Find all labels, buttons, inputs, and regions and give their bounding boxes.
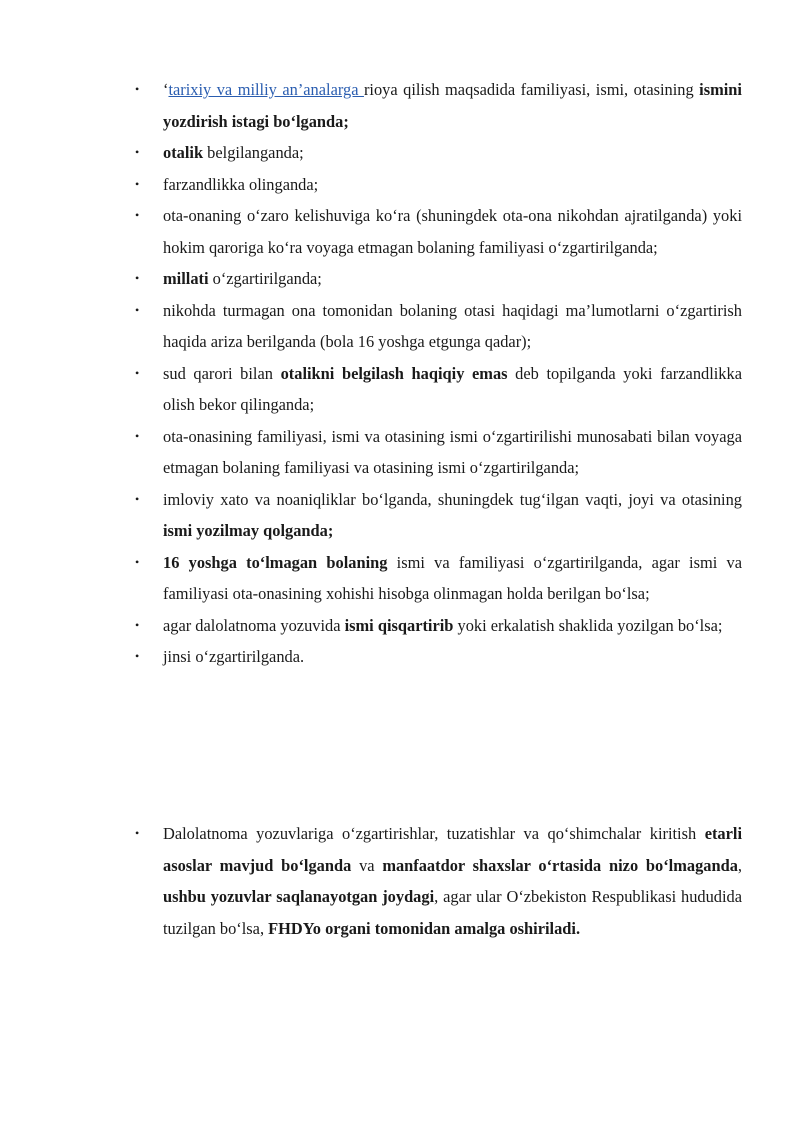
text-segment: agar dalolatnoma yozuvida (163, 615, 345, 635)
text-segment: ota-onaning o‘zaro kelishuviga ko‘ra (shuningdek ota-ona nikohdan ajratilganda) yoki hokim qaroriga ko‘ra voyaga etmagan bolaning familiyasi o‘zgartirilganda; (163, 206, 742, 257)
list-second-item (135, 818, 742, 944)
bullet-icon: • (135, 302, 140, 317)
bullet-icon: • (135, 649, 140, 663)
bold-text: 16 yoshga to‘lmagan bolaning (163, 552, 388, 572)
list-main-item (135, 263, 742, 295)
list-main-item (135, 358, 742, 421)
bullet-icon: • (135, 82, 140, 96)
bullet-icon: • (135, 271, 140, 285)
text-segment: ota-onasining familiyasi, ismi va otasining ismi o‘zgartirilishi munosabati bilan voyaga etmagan bolaning familiyasi va otasining ismi o‘zgartirilganda; (163, 426, 742, 477)
text-segment: va (351, 855, 383, 875)
list-main-item (135, 641, 742, 673)
bold-text: ushbu yozuvlar saqlanayotgan joydagi (163, 887, 435, 906)
text-link[interactable]: tarixiy va milliy an’analarga (168, 80, 364, 99)
bold-text: ismi yozilmay qolganda; (163, 521, 334, 540)
text-segment: nikohda turmagan ona tomonidan bolaning otasi haqidagi ma’lumotlarni o‘zgartirish haqida ariza berilganda (bola 16 yoshga etgunga qadar); (163, 300, 742, 351)
list-main-item (135, 74, 742, 137)
bold-text: ismi qisqartirib (344, 615, 454, 635)
bullet-icon: • (135, 617, 140, 632)
bold-text: manfaatdor shaxslar o‘rtasida nizo bo‘lmaganda (382, 855, 738, 875)
text-segment: ‘ (163, 80, 169, 99)
list-main-item (135, 200, 742, 263)
second-bullet-list (135, 818, 742, 944)
text-segment: ismi va familiyasi o‘zgartirilganda, agar ismi va familiyasi ota-onasining xohishi hisobga olinmagan holda berilgan bo‘lsa; (163, 552, 742, 603)
list-main-item (135, 295, 742, 358)
bold-text: etarli asoslar mavjud bo‘lganda (163, 824, 742, 875)
text-segment: o‘zgartirilganda; (208, 269, 322, 288)
text-segment: imloviy xato va noaniqliklar bo‘lganda, shuningdek tug‘ilgan vaqti, joyi va otasining (163, 489, 742, 509)
text-segment: deb topilganda yoki farzandlikka olish bekor qilinganda; (163, 363, 742, 414)
text-segment: belgilanganda; (203, 143, 304, 162)
bullet-icon: • (135, 145, 140, 159)
bullet-icon: • (135, 554, 140, 569)
bullet-icon: • (135, 491, 140, 506)
bullet-icon: • (135, 365, 140, 380)
bold-text: otalikni belgilash haqiqiy emas (280, 363, 508, 383)
text-segment: jinsi o‘zgartirilganda. (163, 647, 305, 666)
bullet-icon: • (135, 428, 140, 443)
list-main-item (135, 484, 742, 547)
bullet-icon: • (135, 208, 140, 222)
list-main-item (135, 169, 742, 201)
bold-text: ismini yozdirish istagi bo‘lganda; (163, 80, 742, 131)
text-segment: , (737, 855, 742, 875)
bullet-icon: • (135, 176, 140, 191)
bullet-icon: • (135, 826, 140, 840)
bold-text: millati (163, 269, 209, 288)
list-main-item (135, 610, 742, 642)
list-main-item (135, 421, 742, 484)
list-main-item (135, 137, 742, 169)
text-segment: rioya qilish maqsadida familiyasi, ismi, otasining (363, 80, 700, 99)
text-segment: , agar ular O‘zbekiston Respublikasi hududida tuzilgan bo‘lsa, (163, 887, 742, 938)
text-segment: Dalolatnoma yozuvlariga o‘zgartirishlar, tuzatishlar va qo‘shimchalar kiritish (163, 824, 705, 843)
main-bullet-list (135, 74, 742, 673)
text-segment: sud qarori bilan (163, 363, 281, 383)
bold-text: otalik (163, 143, 204, 162)
bold-text: FHDYo organi tomonidan amalga oshiriladi. (268, 918, 581, 938)
text-segment: farzandlikka olinganda; (163, 174, 319, 194)
list-main-item (135, 547, 742, 610)
text-segment: yoki erkalatish shaklida yozilgan bo‘lsa; (453, 615, 723, 635)
